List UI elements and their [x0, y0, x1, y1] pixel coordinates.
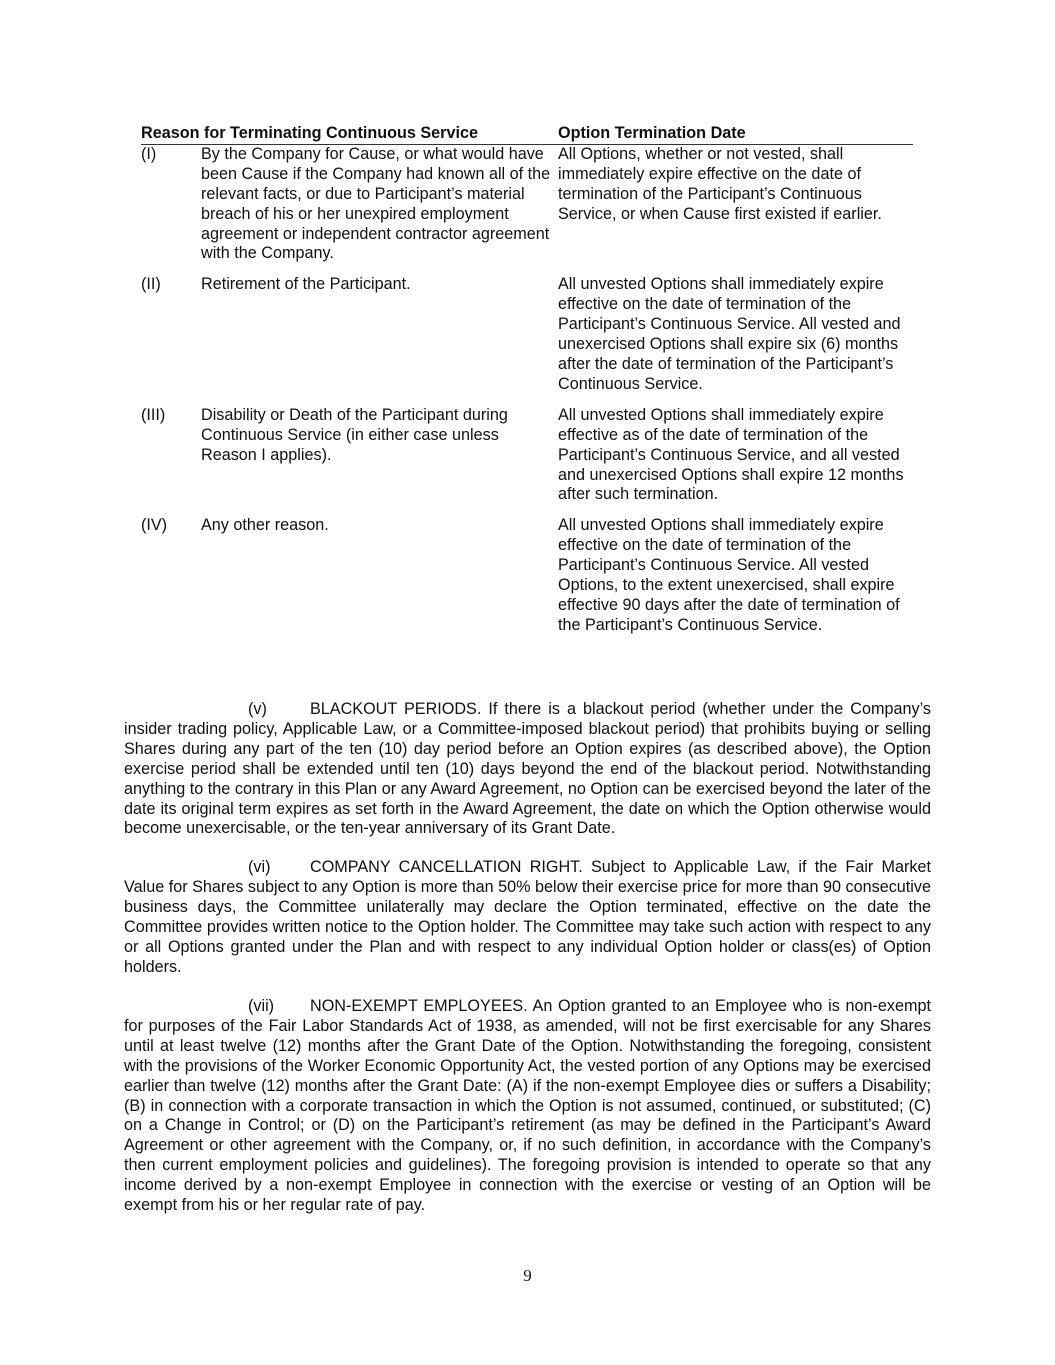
header-reason: Reason for Terminating Continuous Service	[141, 124, 478, 142]
section-company-cancellation-right	[124, 858, 931, 977]
section-text: NON-EXEMPT EMPLOYEES. An Option granted to an Employee who is non-exempt for purposes of the Fair Labor Standards Act of 1938, as amended, will not be first exercisable for any Shares until at least twelve (12) months after the Grant Date of the Option. Notwithstanding the foregoing, consistent with the provisions of the Worker Economic Opportunity Act, the vested portion of any Options may be exercised earlier than twelve (12) months after the Grant Date: (A) if the non-exempt Employee dies or suffers a Disability; (B) in connection with a corporate transaction in which the Option is not assumed, continued, or substituted; (C) on a Change in Control; or (D) on the Participant’s retirement (as may be defined in the Participant’s Award Agreement or other agreement with the Company, or, if no such definition, in accordance with the Company’s then current employment policies and guidelines). The foregoing provision is intended to operate so that any income derived by a non-exempt Employee in connection with the exercise or vesting of an Option will be exempt from his or her regular rate of pay.	[124, 997, 931, 1215]
row-termination-date: All Options, whether or not vested, shall immediately expire effective on the date of termination of the Participant’s Continuous Service, or when Cause first existed if earlier.	[558, 144, 882, 223]
page-number: 9	[523, 1266, 532, 1285]
section-text: COMPANY CANCELLATION RIGHT. Subject to Applicable Law, if the Fair Market Value for Shares subject to any Option is more than 50% below their exercise price for more than 90 consecutive business days, the Committee unilaterally may declare the Option terminated, effective on the date the Committee provides written notice to the Option holder. The Committee may take such action with respect to any or all Options granted under the Plan and with respect to any individual Option holder or class(es) of Option holders.	[124, 858, 931, 976]
header-option-date: Option Termination Date	[558, 124, 746, 142]
termination-table	[141, 124, 913, 647]
section-number: (v)	[248, 700, 267, 718]
row-reason: Any other reason.	[201, 516, 329, 535]
table-row	[141, 516, 913, 635]
section-blackout-periods	[124, 700, 931, 839]
table-header	[141, 124, 913, 145]
table-row	[141, 275, 913, 394]
row-termination-date: All unvested Options shall immediately expire effective on the date of termination of the Participant’s Continuous Service. All vested and unexercised Options shall expire six (6) months after the date of termination of the Participant’s Continuous Service.	[558, 275, 901, 393]
row-reason: By the Company for Cause, or what would have been Cause if the Company had known all of the relevant facts, or due to Participant’s material breach of his or her unexpired employment agreement or independent contractor agreement with the Company.	[201, 144, 551, 263]
section-number: (vii)	[248, 997, 275, 1015]
row-termination-date: All unvested Options shall immediately expire effective on the date of termination of the Participant’s Continuous Service. All vested Options, to the extent unexercised, shall expire effective 90 days after the date of termination of the Participant’s Continuous Service.	[558, 516, 900, 634]
row-reason: Retirement of the Participant.	[201, 275, 411, 294]
row-reason: Disability or Death of the Participant during Continuous Service (in either case unless Reason I applies).	[201, 405, 508, 464]
row-number: (II)	[141, 275, 161, 294]
row-termination-date: All unvested Options shall immediately expire effective as of the date of termination of the Participant’s Continuous Service, and all vested and unexercised Options shall expire 12 months after such termination.	[558, 405, 904, 504]
row-number: (IV)	[141, 516, 168, 535]
row-number: (I)	[141, 144, 157, 163]
table-row	[141, 145, 913, 264]
row-number: (III)	[141, 405, 166, 424]
section-number: (vi)	[248, 858, 271, 876]
section-text: BLACKOUT PERIODS. If there is a blackout period (whether under the Company’s insider trading policy, Applicable Law, or a Committee-imposed blackout period) that prohibits buying or selling Shares during any part of the ten (10) day period before an Option expires (as described above), the Option exercise period shall be extended until ten (10) days beyond the end of the blackout period. Notwithstanding anything to the contrary in this Plan or any Award Agreement, no Option can be exercised beyond the later of the date its original term expires as set forth in the Award Agreement, the date on which the Option otherwise would become unexercisable, or the ten-year anniversary of its Grant Date.	[124, 700, 931, 838]
table-row	[141, 406, 913, 506]
section-non-exempt-employees	[124, 997, 931, 1216]
